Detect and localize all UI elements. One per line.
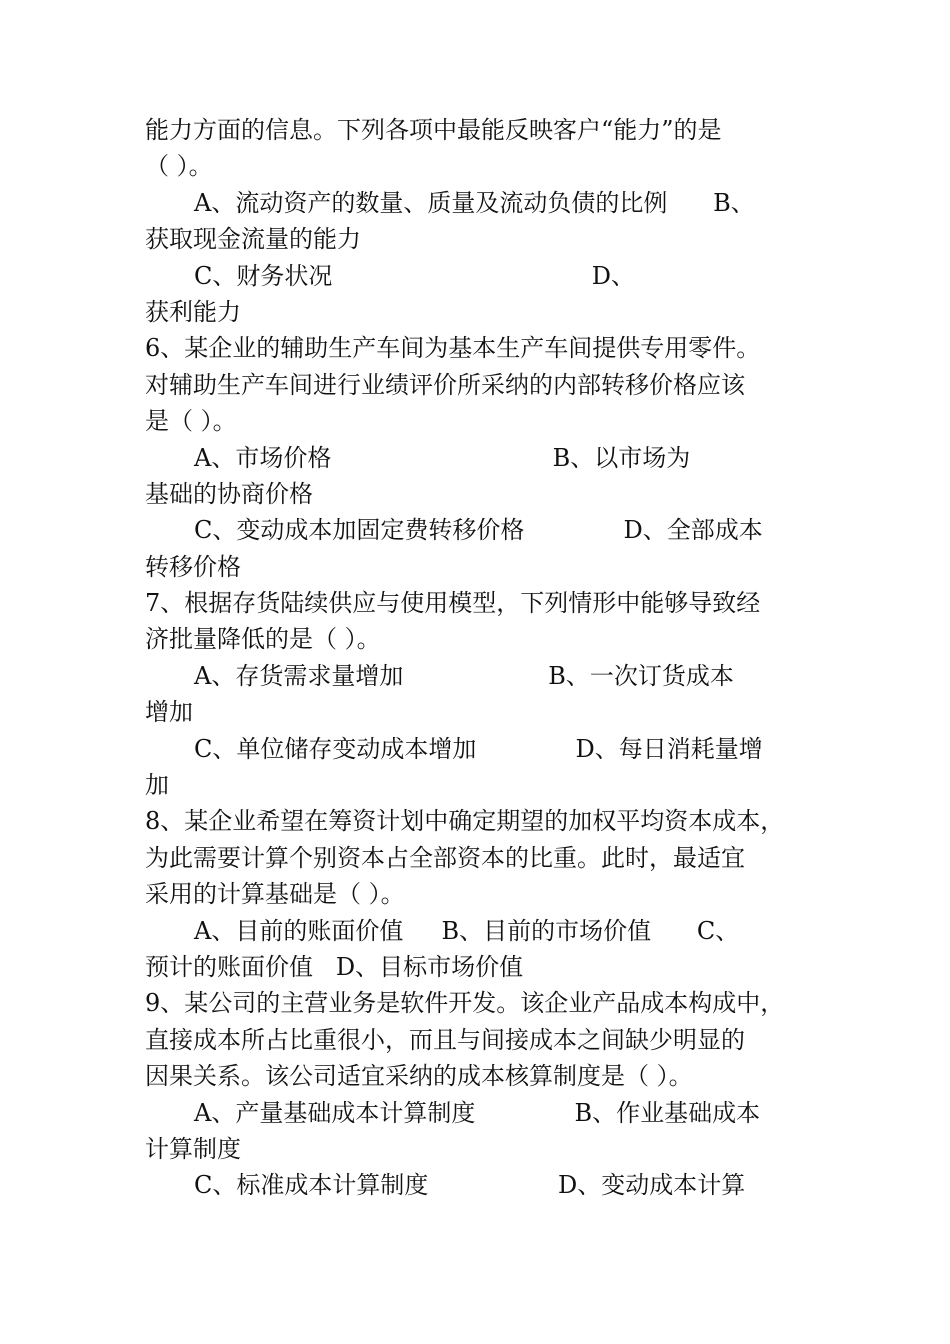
text-line: 增加 [145, 698, 193, 727]
text-line: 计算制度 [145, 1134, 241, 1163]
text-line: 基础的协商价格 [145, 479, 313, 508]
text-line: 因果关系。该公司适宜采纳的成本核算制度是（ ）。 [145, 1062, 693, 1091]
text-line: 济批量降低的是（ ）。 [145, 625, 381, 654]
text-line: C、单位储存变动成本增加 D、每日消耗量增 [194, 734, 763, 763]
text-line: （ ）。 [145, 152, 213, 181]
text-line: 预计的账面价值 D、目标市场价值 [145, 952, 524, 981]
text-line: 获取现金流量的能力 [145, 225, 361, 254]
text-line: 获利能力 [145, 297, 241, 326]
text-line: A、流动资产的数量、质量及流动负债的比例 B、 [194, 188, 755, 217]
text-line: 为此需要计算个别资本占全部资本的比重。此时，最适宜 [145, 843, 745, 872]
text-line: 加 [145, 771, 169, 800]
text-line: 6、某企业的辅助生产车间为基本生产车间提供专用零件。 [145, 334, 761, 363]
text-line: 7、根据存货陆续供应与使用模型，下列情形中能够导致经 [145, 589, 761, 618]
text-line: A、市场价格 B、以市场为 [194, 443, 691, 472]
text-line: 9、某公司的主营业务是软件开发。该企业产品成本构成中， [145, 989, 785, 1018]
text-line: A、目前的账面价值 B、目前的市场价值 C、 [194, 916, 740, 945]
text-line: 8、某企业希望在筹资计划中确定期望的加权平均资本成本， [145, 807, 785, 836]
text-line: A、存货需求量增加 B、一次订货成本 [194, 661, 734, 690]
text-line: 直接成本所占比重很小，而且与间接成本之间缺少明显的 [145, 1025, 745, 1054]
text-line: C、标准成本计算制度 D、变动成本计算 [194, 1171, 746, 1200]
document-page [145, 112, 810, 1204]
text-line: A、产量基础成本计算制度 B、作业基础成本 [194, 1098, 761, 1127]
text-line: 转移价格 [145, 552, 241, 581]
text-line: 是（ ）。 [145, 407, 237, 436]
text-line: 能力方面的信息。下列各项中最能反映客户“能力”的是 [145, 116, 722, 144]
text-line: 采用的计算基础是（ ）。 [145, 880, 405, 909]
text-line: C、变动成本加固定费转移价格 D、全部成本 [194, 516, 763, 545]
text-line: 对辅助生产车间进行业绩评价所采纳的内部转移价格应该 [145, 370, 745, 399]
text-line: C、财务状况 D、 [194, 261, 635, 290]
